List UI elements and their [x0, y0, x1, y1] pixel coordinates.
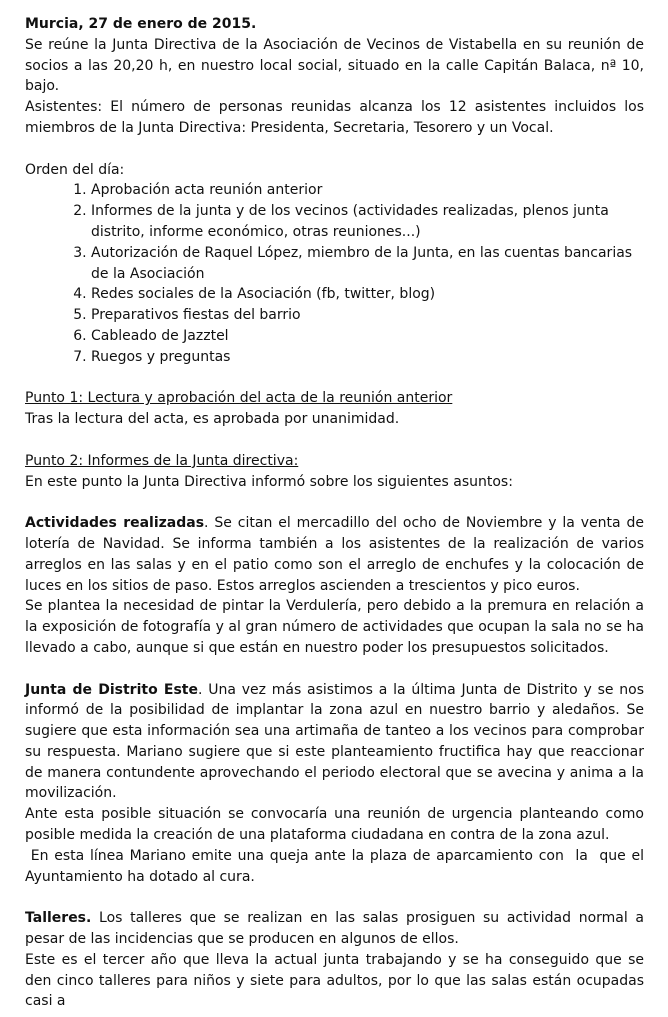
actividades-label: Actividades realizadas: [25, 515, 205, 532]
distrito-paragraph-2: Ante esta posible situación se convocaría una reunión de urgencia planteando como posible medida la creación de una plataforma ciudadana en contra de la zona azul.: [25, 806, 644, 844]
date-line: Murcia, 27 de enero de 2015.: [25, 16, 257, 32]
agenda-item: 2. Informes de la junta y de los vecinos (actividades realizadas, plenos junta distrito, informe económico, otras reuniones...): [91, 201, 644, 243]
distrito-text: . Una vez más asistimos a la última Junta de Distrito y se nos informó de la posibilidad de implantar la zona azul en nuestro barrio y aledaños. Se sugiere que esta información sea una artimaña de tanteo a los vecinos para comprobar su respuesta. Mariano sugiere que si este planteamiento fructifica hay que reaccionar de manera contundente aprovechando el periodo electoral que se avecina y anima a la movilización.: [25, 681, 644, 802]
agenda-title: Orden del día:: [25, 161, 125, 178]
agenda-item: 5. Preparativos fiestas del barrio: [91, 305, 644, 326]
agenda-item: 3. Autorización de Raquel López, miembro de la Junta, en las cuentas bancarias de la Asociación: [91, 243, 644, 285]
talleres-paragraph-2: Este es el tercer año que lleva la actual junta trabajando y se ha conseguido que se den cinco talleres para niños y siete para adultos, por lo que las salas están ocupadas casi a: [25, 951, 644, 1010]
intro-paragraph: Se reúne la Junta Directiva de la Asociación de Vecinos de Vistabella en su reunión de socios a las 20,20 h, en nuestro local social, situado en la calle Capitán Balaca, nª 10, bajo.: [25, 36, 644, 95]
punto1-heading: Punto 1: Lectura y aprobación del acta de la reunión anterior: [25, 390, 453, 407]
agenda-item: 4. Redes sociales de la Asociación (fb, twitter, blog): [91, 284, 644, 305]
talleres-text: Los talleres que se realizan en las salas prosiguen su actividad normal a pesar de las incidencias que se producen en algunos de ellos.: [25, 910, 649, 948]
distrito-paragraph-3: En esta línea Mariano emite una queja ante la plaza de aparcamiento con la que el Ayuntamiento ha dotado al cura.: [25, 847, 649, 885]
punto2-text: En este punto la Junta Directiva informó sobre los siguientes asuntos:: [25, 473, 513, 490]
distrito-label: Junta de Distrito Este: [25, 681, 198, 698]
actividades-paragraph: [25, 513, 644, 596]
agenda-list: [25, 180, 644, 367]
agenda-item: 6. Cableado de Jazztel: [91, 326, 644, 347]
agenda-item: 1. Aprobación acta reunión anterior: [91, 180, 644, 201]
attendees-paragraph: Asistentes: El número de personas reunidas alcanza los 12 asistentes incluidos los miembros de la Junta Directiva: Presidenta, Secretaria, Tesorero y un Vocal.: [25, 99, 644, 136]
talleres-label: Talleres.: [25, 910, 92, 927]
punto2-heading: Punto 2: Informes de la Junta directiva:: [25, 452, 299, 469]
actividades-text: . Se citan el mercadillo del ocho de Noviembre y la venta de lotería de Navidad. Se informa también a los asistentes de la realización de varios arreglos en las salas y en el patio como son el arreglo de enchufes y la colocación de luces en los sitios de paso. Estos arreglos ascienden a trescientos y pico euros.: [25, 515, 645, 594]
punto1-text: Tras la lectura del acta, es aprobada por unanimidad.: [25, 411, 400, 428]
actividades-paragraph-2: Se plantea la necesidad de pintar la Verdulería, pero debido a la premura en relación a la exposición de fotografía y al gran número de actividades que ocupan la sala no se ha llevado a cabo, aunque si que están en nuestro poder los presupuestos solicitados.: [25, 598, 644, 656]
agenda-item: 7. Ruegos y preguntas: [91, 347, 644, 368]
distrito-paragraph: [25, 680, 644, 805]
talleres-paragraph: [25, 908, 649, 950]
